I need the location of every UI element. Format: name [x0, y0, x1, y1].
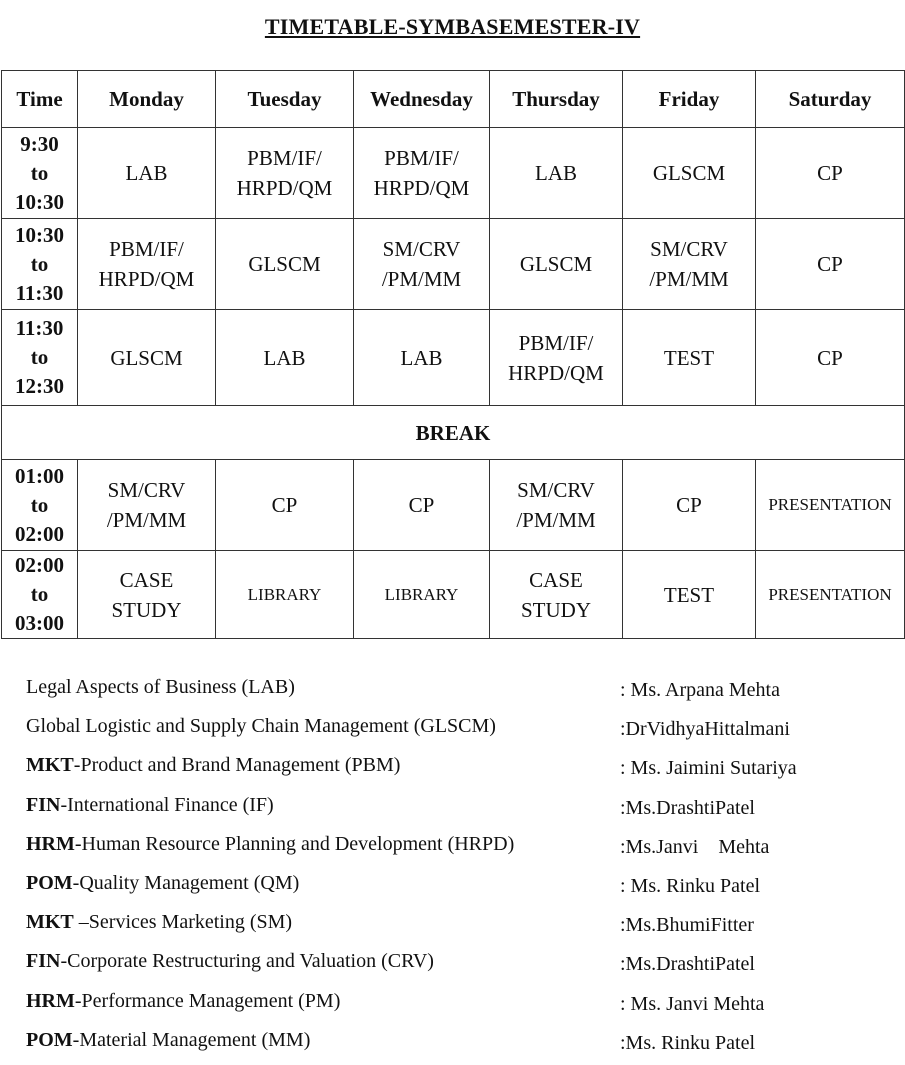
break-label: BREAK — [2, 406, 905, 460]
cell-monday-line: STUDY — [111, 597, 182, 622]
cell-friday — [623, 460, 756, 551]
timetable-row — [2, 128, 905, 219]
legend-faculty: : Ms. Janvi Mehta — [620, 992, 765, 1015]
legend-subject-name: Global Logistic and Supply Chain Management (GLSCM) — [26, 715, 496, 738]
cell-monday-line: /PM/MM — [106, 508, 187, 532]
cell-saturday-line: CP — [817, 345, 843, 370]
cell-thursday-line: PBM/IF/ — [518, 330, 594, 355]
cell-thursday-line: HRPD/QM — [508, 360, 604, 385]
time-slot — [2, 219, 78, 310]
header-row — [2, 71, 905, 128]
legend-specialization: MKT — [26, 754, 74, 777]
cell-tuesday-line: CP — [271, 493, 298, 517]
cell-tuesday — [216, 460, 354, 551]
time-slot-line: to — [30, 492, 49, 517]
legend-subject-name: -Corporate Restructuring and Valuation (CRV) — [60, 950, 434, 973]
page-title: TIMETABLE-SYMBASEMESTER-IV — [264, 14, 641, 39]
legend-subject-name: -Quality Management (QM) — [72, 871, 300, 894]
time-slot-line: 12:30 — [15, 374, 64, 398]
time-slot-line: 02:00 — [15, 553, 64, 577]
cell-friday — [623, 310, 756, 406]
cell-tuesday-line: GLSCM — [248, 252, 321, 276]
cell-saturday — [756, 551, 905, 639]
time-slot — [2, 128, 78, 219]
legend-subject — [26, 750, 400, 780]
cell-monday — [78, 551, 216, 639]
cell-saturday — [756, 460, 905, 551]
cell-wednesday-line: PBM/IF/ — [384, 146, 459, 170]
time-slot-line: 03:00 — [15, 611, 64, 635]
header-wednesday: Wednesday — [354, 71, 490, 128]
legend-faculty: :Ms.BhumiFitter — [620, 914, 754, 937]
cell-friday — [623, 128, 756, 219]
legend-subject-name: -Performance Management (PM) — [74, 989, 341, 1012]
cell-saturday — [756, 128, 905, 219]
cell-wednesday-line: HRPD/QM — [373, 176, 470, 200]
cell-monday — [78, 310, 216, 406]
time-slot — [2, 310, 78, 406]
break-row — [2, 406, 905, 460]
legend-subject — [26, 672, 295, 702]
legend-specialization: HRM — [26, 832, 75, 855]
legend-subject — [26, 790, 274, 820]
header-saturday: Saturday — [756, 71, 905, 128]
legend-item — [26, 907, 886, 946]
legend-item — [26, 672, 886, 711]
cell-monday-line: HRPD/QM — [98, 267, 195, 291]
time-slot-line: 11:30 — [15, 280, 64, 305]
cell-wednesday-line: CP — [408, 493, 435, 517]
timetable-row — [2, 551, 905, 639]
legend-faculty: :DrVidhyaHittalmani — [620, 718, 790, 741]
legend-subject — [26, 1025, 310, 1055]
cell-tuesday-line: PBM/IF/ — [247, 146, 322, 170]
timetable-row — [2, 460, 905, 551]
legend-faculty: : Ms. Arpana Mehta — [620, 679, 780, 701]
legend-subject-name: -Human Resource Planning and Development (HRPD) — [74, 832, 515, 855]
legend-item — [26, 868, 886, 907]
time-slot — [2, 551, 78, 639]
legend-subject-name: Legal Aspects of Business (LAB) — [26, 676, 295, 698]
cell-friday-line: GLSCM — [652, 161, 726, 185]
time-slot-line: to — [30, 251, 49, 276]
legend-faculty: :Ms. Rinku Patel — [620, 1031, 756, 1054]
cell-friday — [623, 551, 756, 639]
time-slot-line: 10:30 — [15, 189, 64, 214]
cell-tuesday — [216, 128, 354, 219]
cell-saturday-line: CP — [817, 161, 843, 185]
legend-specialization: POM — [26, 1028, 73, 1051]
subject-legend — [26, 672, 886, 1064]
legend-faculty: :Ms.Janvi Mehta — [620, 835, 770, 858]
legend-subject-name: –Services Marketing (SM) — [73, 911, 293, 934]
cell-friday-line: CP — [676, 493, 702, 517]
cell-monday-line: GLSCM — [110, 345, 183, 370]
cell-thursday — [490, 219, 623, 310]
timetable — [1, 70, 905, 639]
legend-specialization: POM — [26, 871, 73, 894]
cell-monday — [78, 128, 216, 219]
legend-item — [26, 986, 886, 1025]
cell-tuesday — [216, 551, 354, 639]
legend-subject — [26, 711, 496, 741]
cell-friday-line: SM/CRV — [650, 237, 728, 261]
cell-thursday-line: STUDY — [520, 597, 591, 622]
time-slot-line: to — [30, 160, 49, 185]
legend-item — [26, 829, 886, 868]
cell-tuesday — [216, 310, 354, 406]
cell-thursday-line: LAB — [535, 161, 577, 185]
legend-specialization: HRM — [26, 989, 75, 1012]
cell-saturday — [756, 310, 905, 406]
cell-saturday — [756, 219, 905, 310]
legend-subject-name: -Material Management (MM) — [72, 1028, 311, 1051]
cell-friday-line: /PM/MM — [649, 267, 729, 291]
cell-thursday-line: /PM/MM — [516, 508, 596, 532]
time-slot-line: to — [30, 345, 49, 369]
legend-specialization: FIN — [26, 950, 61, 973]
cell-tuesday-line: HRPD/QM — [236, 176, 333, 200]
cell-thursday-line: SM/CRV — [517, 478, 595, 502]
legend-faculty: :Ms.DrashtiPatel — [620, 953, 755, 976]
cell-thursday — [490, 551, 623, 639]
legend-subject — [26, 829, 514, 859]
time-slot-line: 02:00 — [15, 521, 64, 546]
header-monday: Monday — [78, 71, 216, 128]
cell-wednesday — [354, 310, 490, 406]
cell-wednesday — [354, 460, 490, 551]
legend-item — [26, 1025, 886, 1064]
cell-wednesday — [354, 219, 490, 310]
cell-wednesday-line: /PM/MM — [381, 267, 462, 291]
cell-thursday — [490, 128, 623, 219]
timetable-row — [2, 219, 905, 310]
time-slot — [2, 460, 78, 551]
header-time: Time — [2, 71, 78, 128]
cell-monday — [78, 219, 216, 310]
header-thursday: Thursday — [490, 71, 623, 128]
cell-friday-line: TEST — [663, 582, 715, 607]
header-tuesday: Tuesday — [216, 71, 354, 128]
legend-specialization: MKT — [26, 911, 74, 934]
legend-subject — [26, 907, 292, 937]
header-friday: Friday — [623, 71, 756, 128]
time-slot-line: to — [30, 582, 49, 606]
cell-friday-line: TEST — [663, 345, 715, 370]
cell-monday-line: CASE — [119, 567, 174, 592]
legend-faculty: :Ms.DrashtiPatel — [620, 796, 755, 819]
cell-saturday-line: CP — [817, 252, 843, 276]
cell-monday — [78, 460, 216, 551]
cell-thursday-line: CASE — [529, 567, 583, 592]
legend-subject-name: -International Finance (IF) — [60, 793, 274, 816]
legend-item — [26, 946, 886, 985]
time-slot-line: 11:30 — [15, 316, 64, 340]
legend-faculty: : Ms. Jaimini Sutariya — [620, 757, 797, 780]
cell-saturday-line: PRESENTATION — [768, 495, 892, 514]
time-slot-line: 01:00 — [15, 463, 64, 488]
legend-item — [26, 750, 886, 789]
cell-monday-line: SM/CRV — [107, 478, 186, 502]
time-slot-line: 10:30 — [15, 222, 64, 247]
timetable-row — [2, 310, 905, 406]
legend-subject — [26, 868, 299, 898]
time-slot-line: 9:30 — [20, 131, 59, 156]
cell-friday — [623, 219, 756, 310]
legend-subject — [26, 986, 340, 1016]
legend-item — [26, 790, 886, 829]
cell-thursday-line: GLSCM — [519, 252, 593, 276]
cell-thursday — [490, 460, 623, 551]
cell-thursday — [490, 310, 623, 406]
legend-item — [26, 711, 886, 750]
cell-tuesday — [216, 219, 354, 310]
cell-tuesday-line: LAB — [263, 345, 306, 370]
cell-tuesday-line: LIBRARY — [247, 584, 322, 604]
cell-monday-line: PBM/IF/ — [109, 237, 184, 261]
cell-monday-line: LAB — [125, 161, 168, 185]
legend-faculty: : Ms. Rinku Patel — [620, 874, 761, 897]
cell-wednesday-line: LIBRARY — [384, 584, 459, 604]
cell-wednesday-line: LAB — [400, 345, 443, 370]
legend-specialization: FIN — [26, 793, 61, 816]
cell-wednesday — [354, 128, 490, 219]
legend-subject-name: -Product and Brand Management (PBM) — [73, 754, 401, 777]
cell-wednesday-line: SM/CRV — [382, 237, 461, 261]
cell-saturday-line: PRESENTATION — [768, 584, 892, 604]
legend-subject — [26, 946, 434, 976]
cell-wednesday — [354, 551, 490, 639]
